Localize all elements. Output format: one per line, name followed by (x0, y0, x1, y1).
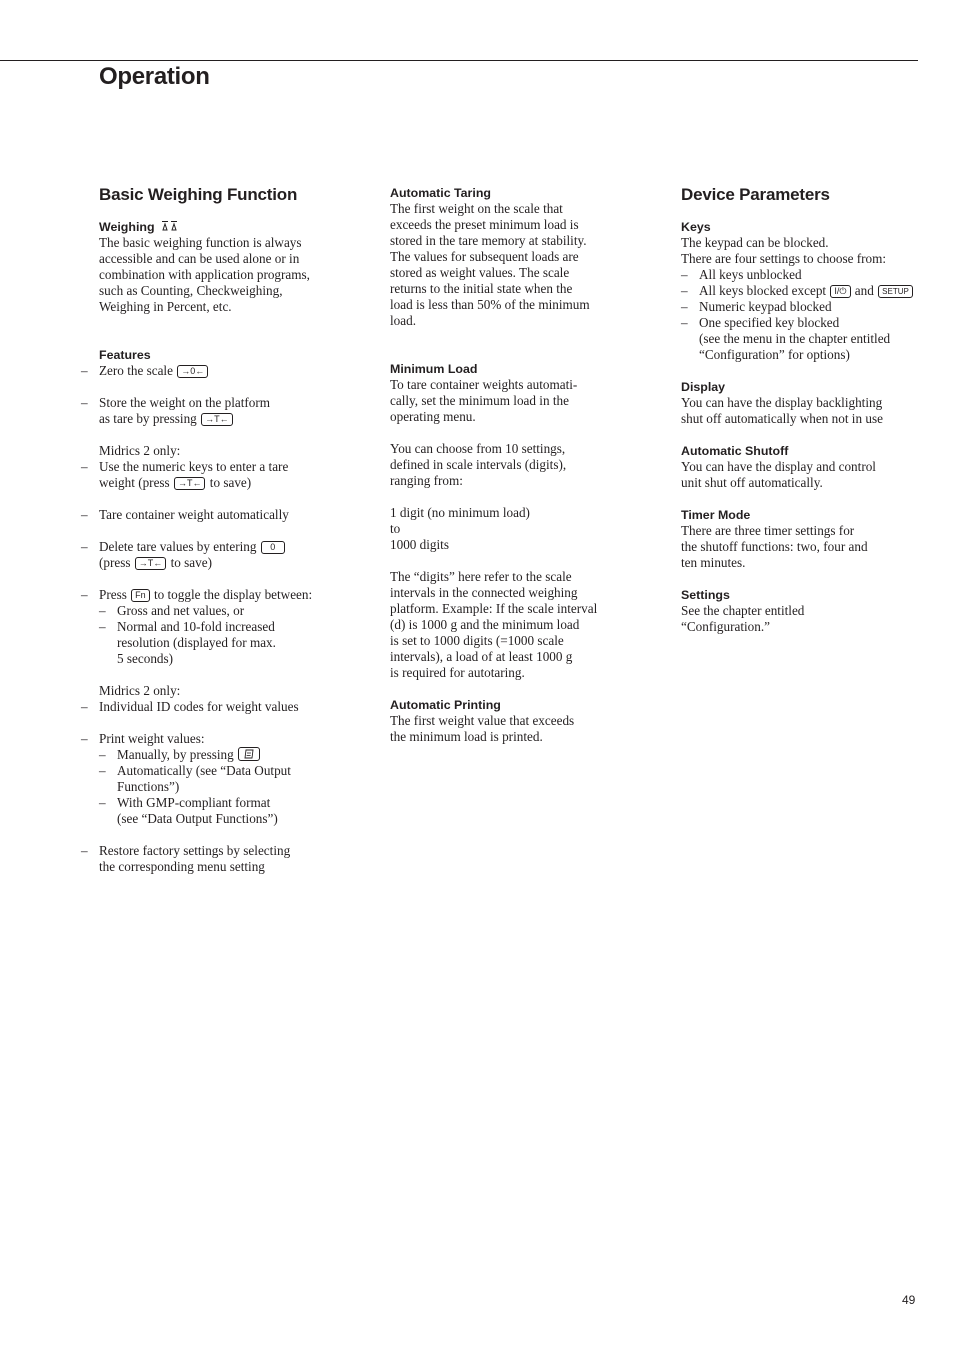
display-heading: Display (681, 380, 726, 394)
spacer (390, 425, 630, 441)
settings-line: “Configuration.” (681, 619, 770, 634)
feature-store-line: – Store the weight on the platform (99, 395, 349, 411)
feature-delete-line (99, 539, 349, 555)
spacer (99, 523, 349, 539)
sub-item-gmp: – With GMP-compliant format (99, 795, 349, 811)
digit-zero-key-icon: 0 (261, 541, 285, 554)
tare-key-icon: →T← (201, 413, 233, 426)
keys-line: The keypad can be blocked. (681, 235, 829, 250)
min-load-digits-line: platform. Example: If the scale interval (390, 601, 598, 616)
sub-item-gmp-cont: (see “Data Output Functions”) (117, 811, 278, 826)
sub-item-normal: – Normal and 10-fold increased (99, 619, 349, 635)
shutoff-line: You can have the display and control (681, 459, 876, 474)
spacer (681, 427, 926, 443)
keys-line: There are four settings to choose from: (681, 251, 887, 266)
weighing-text-line: accessible and can be used alone or in (99, 251, 300, 266)
feature-press-line (99, 587, 349, 603)
keys-option (681, 283, 926, 299)
weighing-text-line: combination with application programs, (99, 267, 310, 282)
spacer (681, 363, 926, 379)
display-line: You can have the display backlighting (681, 395, 883, 410)
sub-item-normal-cont: 5 seconds) (117, 651, 174, 666)
spacer (390, 329, 630, 361)
feature-restore: – Restore factory settings by selecting (99, 843, 349, 859)
sub-item-manually (99, 747, 349, 763)
auto-taring-line: The values for subsequent loads are (390, 249, 579, 264)
min-load-range-line: 1000 digits (390, 537, 449, 552)
min-load-digits-line: is set to 1000 digits (=1000 scale (390, 633, 564, 648)
sub-item-automatically: – Automatically (see “Data Output (99, 763, 349, 779)
min-load-line: cally, set the minimum load in the (390, 393, 569, 408)
min-load-digits-line: is required for autotaring. (390, 665, 525, 680)
min-load-choose-line: defined in scale intervals (digits), (390, 457, 567, 472)
weighing-symbol-icon (161, 220, 179, 232)
spacer (99, 491, 349, 507)
feature-print: – Print weight values: (99, 731, 349, 747)
feature-numeric-text-b: to save) (209, 475, 252, 490)
device-parameters-heading: Device Parameters (681, 185, 830, 204)
feature-id-codes: – Individual ID codes for weight values (99, 699, 349, 715)
settings-heading: Settings (681, 588, 730, 602)
zero-key-icon: →0← (177, 365, 208, 378)
column-taring (390, 185, 630, 745)
auto-taring-line: load is less than 50% of the minimum (390, 297, 590, 312)
min-load-digits-line: intervals in the connected weighing (390, 585, 578, 600)
midrics-note: Midrics 2 only: (99, 683, 181, 698)
weighing-text-line: Weighing in Percent, etc. (99, 299, 232, 314)
timer-line: There are three timer settings for (681, 523, 855, 538)
min-load-line: operating menu. (390, 409, 476, 424)
sub-item-normal-cont: resolution (displayed for max. (117, 635, 276, 650)
sub-item-gross-net: – Gross and net values, or (99, 603, 349, 619)
min-load-line: To tare container weights automati- (390, 377, 578, 392)
auto-taring-heading: Automatic Taring (390, 186, 491, 200)
spacer (99, 427, 349, 443)
feature-numeric-text-a: weight (press (99, 475, 170, 490)
print-key-icon (238, 747, 260, 761)
auto-taring-line: stored in the tare memory at stability. (390, 233, 587, 248)
min-load-range-line: 1 digit (no minimum load) (390, 505, 530, 520)
auto-printing-line: The first weight value that exceeds (390, 713, 575, 728)
weighing-heading-text: Weighing (99, 220, 155, 234)
min-load-digits-line: intervals), a load of at least 1000 g (390, 649, 573, 664)
sub-item-manually-text: Manually, by pressing (117, 747, 234, 762)
keys-option-cont: “Configuration” for options) (699, 347, 850, 362)
shutoff-heading: Automatic Shutoff (681, 444, 789, 458)
feature-delete-line (99, 555, 349, 571)
timer-line: the shutoff functions: two, four and (681, 539, 868, 554)
timer-line: ten minutes. (681, 555, 746, 570)
spacer (99, 571, 349, 587)
features-heading: Features (99, 348, 151, 362)
auto-taring-line: The first weight on the scale that (390, 201, 563, 216)
settings-line: See the chapter entitled (681, 603, 805, 618)
display-line: shut off automatically when not in use (681, 411, 883, 426)
auto-taring-line: load. (390, 313, 417, 328)
tare-key-icon: →T← (135, 557, 167, 570)
min-load-choose-line: You can choose from 10 settings, (390, 441, 566, 456)
feature-tare-auto: – Tare container weight automatically (99, 507, 349, 523)
feature-numeric-line: – Use the numeric keys to enter a tare (99, 459, 349, 475)
on-off-key-icon: I/⏻ (830, 285, 850, 298)
page-number: 49 (902, 1293, 916, 1307)
keys-option-text-a: All keys blocked except (699, 283, 827, 298)
weighing-text-line: such as Counting, Checkweighing, (99, 283, 283, 298)
auto-taring-line: returns to the initial state when the (390, 281, 573, 296)
setup-key-icon: SETUP (878, 285, 913, 298)
feature-store-text: as tare by pressing (99, 411, 197, 426)
min-load-digits-line: (d) is 1000 g and the minimum load (390, 617, 580, 632)
feature-zero (99, 363, 349, 379)
shutoff-line: unit shut off automatically. (681, 475, 823, 490)
timer-heading: Timer Mode (681, 508, 751, 522)
auto-taring-line: exceeds the preset minimum load is (390, 217, 579, 232)
feature-store-line (99, 411, 349, 427)
spacer (390, 489, 630, 505)
min-load-digits-line: The “digits” here refer to the scale (390, 569, 572, 584)
auto-taring-line: stored as weight values. The scale (390, 265, 570, 280)
min-load-heading: Minimum Load (390, 362, 478, 376)
keys-heading: Keys (681, 220, 711, 234)
min-load-range-line: to (390, 521, 401, 536)
feature-press-text-a: Press (99, 587, 127, 602)
weighing-text-line: The basic weighing function is always (99, 235, 302, 250)
min-load-choose-line: ranging from: (390, 473, 463, 488)
weighing-heading (99, 219, 349, 235)
column-device-parameters (681, 183, 926, 635)
fn-key-icon: Fn (131, 589, 150, 602)
keys-option: – One specified key blocked (681, 315, 926, 331)
feature-zero-text: Zero the scale (99, 363, 173, 378)
feature-numeric-line (99, 475, 349, 491)
feature-delete-text-b: to save) (170, 555, 212, 570)
feature-delete-text-a: (press (99, 555, 131, 570)
spacer (390, 553, 630, 569)
sub-item-automatically-cont: Functions”) (117, 779, 180, 794)
tare-key-icon: →T← (174, 477, 206, 490)
spacer (99, 827, 349, 843)
spacer (99, 667, 349, 683)
keys-option-cont: (see the menu in the chapter entitled (699, 331, 891, 346)
column-basic-weighing (99, 183, 349, 875)
page-title: Operation (99, 63, 210, 90)
basic-weighing-heading: Basic Weighing Function (99, 185, 298, 204)
keys-option-text-b: and (854, 283, 874, 298)
spacer (99, 315, 349, 347)
midrics-note: Midrics 2 only: (99, 443, 181, 458)
top-rule (0, 60, 918, 61)
feature-delete-text: Delete tare values by entering (99, 539, 257, 554)
spacer (681, 491, 926, 507)
spacer (390, 681, 630, 697)
spacer (99, 379, 349, 395)
auto-printing-line: the minimum load is printed. (390, 729, 543, 744)
spacer (681, 571, 926, 587)
keys-option: – All keys unblocked (681, 267, 926, 283)
auto-printing-heading: Automatic Printing (390, 698, 501, 712)
feature-restore-cont: the corresponding menu setting (99, 859, 265, 874)
feature-press-text-b: to toggle the display between: (153, 587, 313, 602)
keys-option: – Numeric keypad blocked (681, 299, 926, 315)
spacer (99, 715, 349, 731)
